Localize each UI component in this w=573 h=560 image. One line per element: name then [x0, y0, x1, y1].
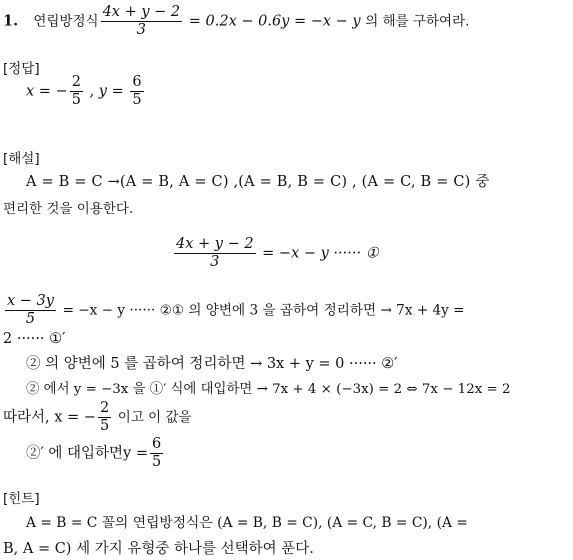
answer-x-fraction [70, 74, 83, 109]
substitute-line [26, 436, 165, 471]
equation-1-rest: = −x − y ······ ① [262, 245, 379, 262]
explanation-line-1: A = B = C →(A = B, A = C) ,(A = B, B = C) , (A = C, B = C) 중 [26, 174, 490, 190]
answer-x-label: x = − [26, 83, 68, 100]
explanation-line-2: 편리한 것을 이용한다. [3, 201, 134, 217]
substitute-numerator: 6 [152, 436, 162, 452]
answer-y-fraction [130, 74, 143, 109]
equation-2-rest: = −x − y ······ ②① 의 양변에 3 을 곱하여 정리하면 → 7x + 4y = [62, 302, 465, 319]
therefore-prefix: 따라서, x = − [3, 409, 96, 426]
equation-2-fraction [5, 293, 56, 328]
explanation-header: [해설] [3, 151, 40, 167]
substitute-prefix: ②′ 에 대입하면y = [26, 445, 148, 462]
problem-fraction [101, 4, 183, 39]
answer-y-denominator: 5 [132, 92, 142, 108]
equation-2-denominator: 5 [25, 311, 36, 327]
therefore-denominator: 5 [99, 418, 110, 434]
substitute-fraction [150, 436, 163, 471]
problem-fraction-denominator: 3 [136, 22, 146, 38]
therefore-fraction [98, 400, 111, 435]
answer-x-numerator: 2 [71, 74, 81, 90]
problem-prefix: 연립방정식 [33, 13, 99, 30]
equation-1-fraction [174, 236, 256, 271]
equation-2 [3, 293, 465, 328]
hint-header: [힌트] [3, 491, 40, 507]
substitute-denominator: 5 [152, 454, 162, 470]
therefore-numerator: 2 [99, 400, 110, 416]
answer-line [26, 74, 146, 109]
therefore-line [3, 400, 192, 435]
answer-separator: , y = [89, 83, 124, 100]
equation-1 [172, 236, 379, 271]
problem-fraction-numerator: 4x + y − 2 [102, 4, 181, 20]
problem-number: 1. [3, 12, 19, 30]
equation-1-denominator: 3 [210, 254, 220, 270]
hint-line-1: A = B = C 꼴의 연립방정식은 (A = B, B = C), (A = C, B = C), (A = [26, 515, 468, 531]
equation-2-continued: 2 ······ ①′ [3, 331, 66, 347]
answer-y-numerator: 6 [132, 74, 142, 90]
equation-1-numerator: 4x + y − 2 [176, 236, 254, 252]
hint-line-2: B, A = C) 세 가지 유형중 하나를 선택하여 푼다. [3, 541, 314, 557]
answer-header: [정답] [3, 61, 40, 77]
answer-x-denominator: 5 [71, 92, 81, 108]
step-2: ② 의 양변에 5 를 곱하여 정리하면 → 3x + y = 0 ······ ②′ [26, 356, 398, 372]
problem-equation: = 0.2x − 0.6y = −x − y [188, 13, 361, 30]
therefore-suffix: 이고 이 값을 [117, 409, 192, 426]
equation-2-numerator: x − 3y [7, 293, 54, 309]
problem-suffix: 의 해를 구하여라. [365, 13, 470, 30]
step-3: ② 에서 y = −3x 을 ①′ 식에 대입하면 → 7x + 4 × (−3x) = 2 ⇔ 7x − 12x = 2 [26, 382, 511, 397]
problem-statement [3, 4, 469, 39]
